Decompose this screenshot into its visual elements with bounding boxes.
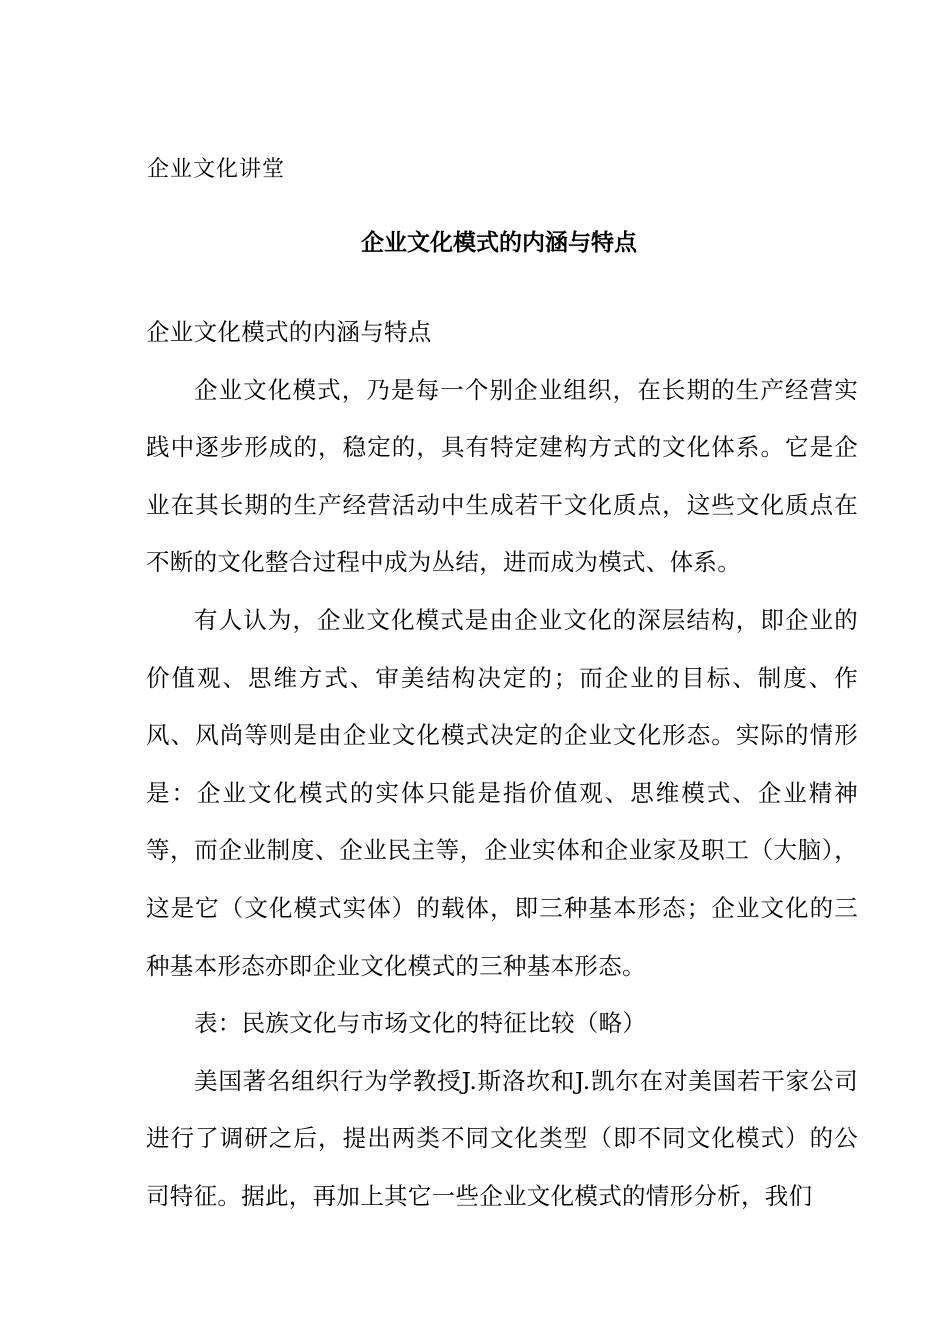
header-label: 企业文化讲堂 — [147, 157, 286, 182]
section-heading: 企业文化模式的内涵与特点 — [146, 318, 432, 346]
paragraph-viewpoint: 有人认为，企业文化模式是由企业文化的深层结构，即企业的价值观、思维方式、审美结构决定的；而企业的目标、制度、作风、风尚等则是由企业文化模式决定的企业文化形态。实际的情形是：企业文化模式的实体只能是指价值观、思维模式、企业精神等，而企业制度、企业民主等，企业实体和企业家及职工（大脑），这是它（文化模式实体）的载体，即三种基本形态；企业文化的三种基本形态亦即企业文化模式的三种基本形态。 — [146, 605, 858, 980]
paragraph-table-note: 表：民族文化与市场文化的特征比较（略） — [194, 1009, 647, 1038]
document-title: 企业文化模式的内涵与特点 — [361, 230, 637, 256]
paragraph-definition: 企业文化模式，乃是每一个别企业组织，在长期的生产经营实践中逐步形成的，稳定的，具有特定建构方式的文化体系。它是企业在其长期的生产经营活动中生成若干文化质点，这些文化质点在不断的文化整合过程中成为丛结，进而成为模式、体系。 — [146, 375, 858, 577]
document-body — [146, 304, 858, 1226]
paragraph-research: 美国著名组织行为学教授J.斯洛坎和J.凯尔在对美国若干家公司进行了调研之后，提出两类不同文化类型（即不同文化模式）的公司特征。据此，再加上其它一些企业文化模式的情形分析，我们 — [146, 1066, 858, 1210]
